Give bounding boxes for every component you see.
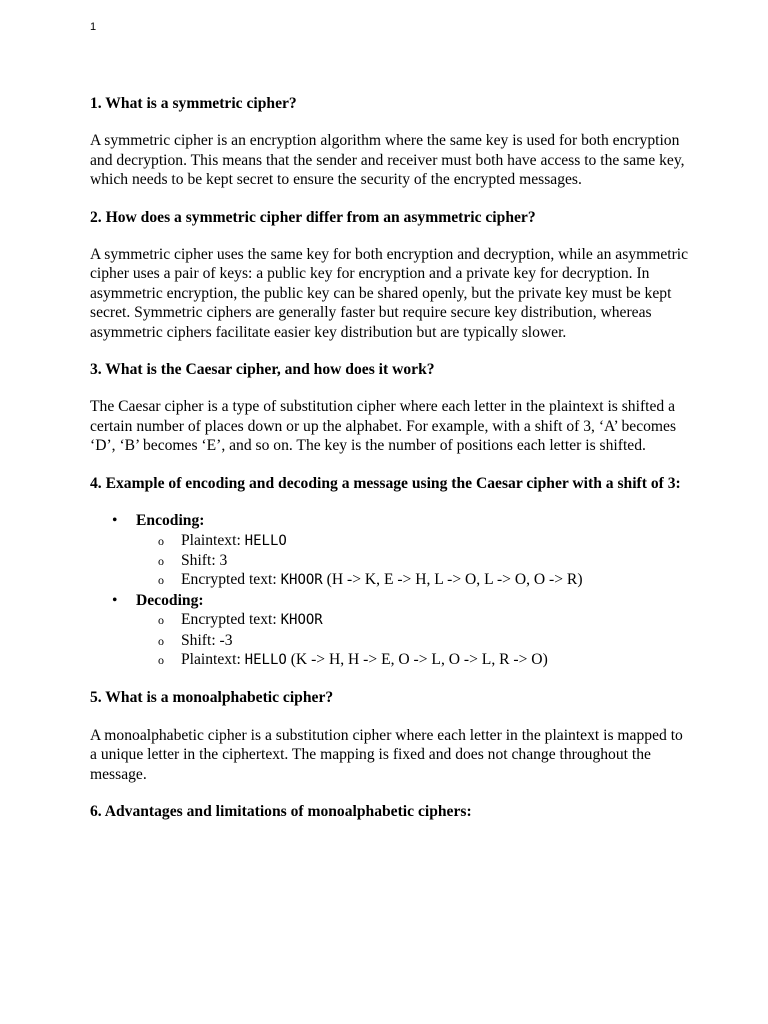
question-heading-4: 4. Example of encoding and decoding a message using the Caesar cipher with a shift of 3:	[90, 474, 681, 492]
document-body	[90, 94, 690, 839]
question-heading-6: 6. Advantages and limitations of monoalphabetic ciphers:	[90, 802, 472, 820]
bullet-icon: •	[112, 512, 118, 530]
plaintext-note: (K -> H, H -> E, O -> L, O -> L, R -> O)	[286, 650, 548, 668]
question-heading-5: 5. What is a monoalphabetic cipher?	[90, 689, 334, 707]
sub-bullet-icon: o	[158, 652, 164, 667]
plaintext-value: HELLO	[244, 651, 287, 668]
list-item	[158, 531, 690, 551]
shift-label: Shift: -3	[181, 631, 233, 649]
answer-paragraph-5: A monoalphabetic cipher is a substitution cipher where each letter in the plaintext is mapped to a unique letter in the ciphertext. The mapping is fixed and does not change throughout the message.	[90, 726, 683, 783]
list-item	[158, 551, 690, 570]
plaintext-value: HELLO	[244, 532, 287, 549]
question-heading-3: 3. What is the Caesar cipher, and how does it work?	[90, 361, 435, 379]
encoding-steps	[136, 531, 690, 591]
decoding-steps	[136, 610, 690, 670]
question-heading-1: 1. What is a symmetric cipher?	[90, 95, 297, 112]
question-heading-2: 2. How does a symmetric cipher differ from an asymmetric cipher?	[90, 208, 536, 226]
encrypted-label: Encrypted text:	[181, 611, 281, 629]
list-item	[158, 650, 690, 670]
encrypted-label: Encrypted text:	[181, 571, 281, 589]
encrypted-value: KHOOR	[280, 572, 323, 589]
answer-paragraph-3: The Caesar cipher is a type of substitution cipher where each letter in the plaintext is shifted a certain number of places down or up the alphabet. For example, with a shift of 3, ‘A’ becomes ‘D’, ‘B’ becomes ‘E’, and so on. The key is the number of positions each letter is shifted.	[90, 398, 677, 455]
sub-bullet-icon: o	[158, 613, 164, 628]
encoding-title: Encoding:	[136, 512, 205, 530]
sub-bullet-icon: o	[158, 553, 164, 568]
page-number: 1	[90, 21, 97, 33]
list-item	[158, 631, 690, 650]
sub-bullet-icon: o	[158, 633, 164, 648]
encrypted-note: (H -> K, E -> H, L -> O, L -> O, O -> R)	[322, 571, 583, 589]
decoding-title: Decoding:	[136, 591, 204, 609]
caesar-example-list	[90, 511, 690, 670]
sub-bullet-icon: o	[158, 573, 164, 588]
plaintext-label: Plaintext:	[181, 531, 245, 549]
answer-paragraph-2: A symmetric cipher uses the same key for both encryption and decryption, while an asymmetric cipher uses a pair of keys: a public key for encryption and a private key for decryption. In asymmetric encryption, the public key can be shared openly, but the private key must be kept secret. Symmetric ciphers are generally faster but require secure key distribution, whereas asymmetric ciphers facilitate easier key distribution but are typically slower.	[90, 246, 689, 341]
encrypted-value: KHOOR	[280, 612, 323, 629]
answer-paragraph-1: A symmetric cipher is an encryption algorithm where the same key is used for both encryption and decryption. This means that the sender and receiver must both have access to the same key, which needs to be kept secret to ensure the security of the encrypted messages.	[90, 132, 685, 189]
decoding-item	[112, 591, 690, 671]
list-item	[158, 570, 690, 590]
sub-bullet-icon: o	[158, 533, 164, 548]
list-item	[158, 610, 690, 630]
encoding-item	[112, 511, 690, 591]
plaintext-label: Plaintext:	[181, 650, 245, 668]
shift-label: Shift: 3	[181, 551, 228, 569]
bullet-icon: •	[112, 591, 118, 609]
